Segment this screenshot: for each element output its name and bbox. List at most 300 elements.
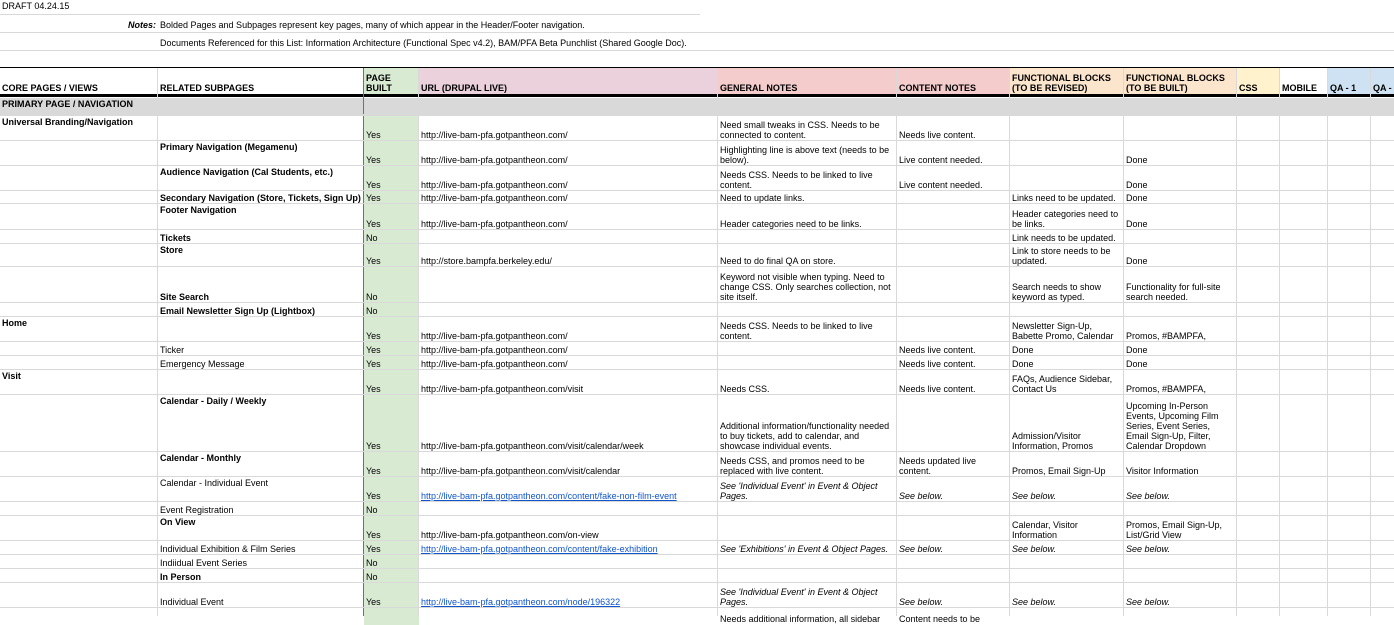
cell-qa1[interactable] bbox=[1328, 166, 1371, 191]
cell-qa2[interactable] bbox=[1371, 452, 1394, 477]
cell-qa1[interactable] bbox=[1328, 569, 1371, 583]
general-text: Need small tweaks in CSS. Needs to be connected to content. bbox=[720, 120, 880, 140]
cell-core bbox=[0, 569, 158, 583]
header-mobile[interactable]: MOBILE bbox=[1280, 68, 1328, 94]
cell-built bbox=[364, 608, 419, 625]
sub-text: Emergency Message bbox=[160, 359, 245, 369]
cell-css[interactable] bbox=[1237, 452, 1280, 477]
cell-css[interactable] bbox=[1237, 370, 1280, 395]
cell-general bbox=[718, 303, 897, 317]
cell-mobile[interactable] bbox=[1280, 569, 1328, 583]
cell-css[interactable] bbox=[1237, 477, 1280, 502]
cell-core bbox=[0, 244, 158, 267]
cell-general bbox=[718, 477, 897, 502]
cell-mobile[interactable] bbox=[1280, 303, 1328, 317]
built-text: Yes bbox=[366, 193, 381, 203]
cell-core bbox=[0, 204, 158, 230]
grid-line-horizontal bbox=[0, 32, 1394, 33]
sub-text: Calendar - Daily / Weekly bbox=[160, 396, 267, 406]
cell-qa1[interactable] bbox=[1328, 583, 1371, 608]
cell-revised bbox=[1010, 356, 1124, 370]
cell-css[interactable] bbox=[1237, 204, 1280, 230]
tobuilt-text: Done bbox=[1126, 256, 1148, 266]
grid-line-horizontal bbox=[0, 302, 1394, 303]
cell-sub bbox=[158, 244, 364, 267]
cell-tobuilt bbox=[1124, 583, 1237, 608]
cell-url[interactable] bbox=[419, 516, 718, 541]
cell-css[interactable] bbox=[1237, 141, 1280, 166]
cell-qa2[interactable] bbox=[1371, 230, 1394, 244]
built-text: Yes bbox=[366, 219, 381, 229]
cell-general bbox=[718, 370, 897, 395]
cell-qa2[interactable] bbox=[1371, 166, 1394, 191]
url-text[interactable]: http://live-bam-pfa.gotpantheon.com/content/fake-non-film-event bbox=[421, 491, 677, 501]
header-url[interactable]: URL (DRUPAL LIVE) bbox=[419, 68, 718, 94]
sub-text: Audience Navigation (Cal Students, etc.) bbox=[160, 167, 334, 177]
cell-qa2[interactable] bbox=[1371, 555, 1394, 569]
grid-line-horizontal bbox=[0, 501, 1394, 502]
cell-built bbox=[364, 516, 419, 541]
general-text: Highlighting line is above text (needs to be below). bbox=[720, 145, 890, 165]
grid-line-horizontal bbox=[0, 582, 1394, 583]
grid-line-horizontal bbox=[0, 554, 1394, 555]
revised-text: Link needs to be updated. bbox=[1012, 233, 1116, 243]
grid-line-horizontal bbox=[0, 451, 1394, 452]
cell-mobile[interactable] bbox=[1280, 230, 1328, 244]
content-text: Live content needed. bbox=[899, 155, 983, 165]
cell-revised bbox=[1010, 477, 1124, 502]
cell-url bbox=[419, 267, 718, 303]
cell-mobile[interactable] bbox=[1280, 370, 1328, 395]
cell-url[interactable] bbox=[419, 317, 718, 342]
notes-line-2: Documents Referenced for this List: Information Architecture (Functional Spec v4.2), BAM/PFA Beta Punchlist (Shared Google Doc). bbox=[160, 38, 687, 48]
cell-core bbox=[0, 303, 158, 317]
cell-qa2[interactable] bbox=[1371, 395, 1394, 452]
grid-line-horizontal bbox=[0, 140, 1394, 141]
url-text: http://live-bam-pfa.gotpantheon.com/ bbox=[421, 331, 568, 341]
section-row bbox=[0, 98, 1394, 114]
cell-css[interactable] bbox=[1237, 303, 1280, 317]
cell-mobile[interactable] bbox=[1280, 502, 1328, 516]
cell-qa2[interactable] bbox=[1371, 116, 1394, 141]
tobuilt-text: Done bbox=[1126, 155, 1148, 165]
cell-general bbox=[718, 342, 897, 356]
url-text: http://live-bam-pfa.gotpantheon.com/ bbox=[421, 155, 568, 165]
cell-css[interactable] bbox=[1237, 356, 1280, 370]
revised-text: See below. bbox=[1012, 544, 1057, 554]
general-text: Need to do final QA on store. bbox=[720, 256, 836, 266]
sub-text: Event Registration bbox=[160, 505, 234, 515]
built-text: Yes bbox=[366, 466, 381, 476]
cell-general bbox=[718, 141, 897, 166]
cell-revised bbox=[1010, 555, 1124, 569]
cell-url bbox=[419, 230, 718, 244]
cell-url[interactable] bbox=[419, 370, 718, 395]
cell-tobuilt bbox=[1124, 395, 1237, 452]
general-text: Needs CSS. bbox=[720, 384, 770, 394]
content-text: See below. bbox=[899, 544, 944, 554]
cell-general bbox=[718, 244, 897, 267]
cell-mobile[interactable] bbox=[1280, 541, 1328, 555]
tobuilt-text: See below. bbox=[1126, 544, 1171, 554]
cell-css[interactable] bbox=[1237, 317, 1280, 342]
cell-url[interactable] bbox=[419, 583, 718, 608]
cell-css[interactable] bbox=[1237, 267, 1280, 303]
grid-line-horizontal bbox=[0, 115, 1394, 116]
sub-text: Tickets bbox=[160, 233, 191, 243]
content-text: Needs live content. bbox=[899, 345, 976, 355]
grid-line-vertical bbox=[1236, 68, 1237, 616]
cell-sub bbox=[158, 141, 364, 166]
cell-qa2[interactable] bbox=[1371, 477, 1394, 502]
built-text: Yes bbox=[366, 130, 381, 140]
header-qa1[interactable]: QA - 1 bbox=[1328, 68, 1371, 94]
cell-css[interactable] bbox=[1237, 116, 1280, 141]
cell-qa1[interactable] bbox=[1328, 541, 1371, 555]
cell-built bbox=[364, 141, 419, 166]
cell-general bbox=[718, 569, 897, 583]
cell-revised bbox=[1010, 502, 1124, 516]
cell-url[interactable] bbox=[419, 395, 718, 452]
cell-qa2[interactable] bbox=[1371, 608, 1394, 625]
tobuilt-text: Done bbox=[1126, 345, 1148, 355]
cell-qa2[interactable] bbox=[1371, 370, 1394, 395]
general-text: Needs CSS. Needs to be linked to live content. bbox=[720, 321, 873, 341]
cell-revised bbox=[1010, 244, 1124, 267]
cell-revised bbox=[1010, 317, 1124, 342]
cell-general bbox=[718, 166, 897, 191]
tobuilt-text: See below. bbox=[1126, 491, 1171, 501]
cell-revised bbox=[1010, 141, 1124, 166]
cell-revised bbox=[1010, 541, 1124, 555]
cell-css[interactable] bbox=[1237, 342, 1280, 356]
core-text: Universal Branding/Navigation bbox=[2, 117, 134, 127]
cell-general bbox=[718, 608, 897, 625]
sub-text: Indiidual Event Series bbox=[160, 558, 248, 568]
cell-built bbox=[364, 244, 419, 267]
general-text: See 'Exhibitions' in Event & Object Pages. bbox=[720, 544, 889, 554]
cell-mobile[interactable] bbox=[1280, 356, 1328, 370]
cell-tobuilt bbox=[1124, 502, 1237, 516]
cell-content bbox=[897, 477, 1010, 502]
grid-line-horizontal bbox=[0, 229, 1394, 230]
cell-url[interactable] bbox=[419, 166, 718, 191]
header-tobuilt[interactable]: FUNCTIONAL BLOCKS (TO BE BUILT) bbox=[1124, 68, 1237, 94]
cell-mobile[interactable] bbox=[1280, 166, 1328, 191]
cell-revised bbox=[1010, 267, 1124, 303]
cell-qa1[interactable] bbox=[1328, 141, 1371, 166]
built-text: Yes bbox=[366, 331, 381, 341]
cell-tobuilt bbox=[1124, 555, 1237, 569]
cell-url[interactable] bbox=[419, 477, 718, 502]
cell-qa1[interactable] bbox=[1328, 555, 1371, 569]
cell-css[interactable] bbox=[1237, 502, 1280, 516]
cell-sub bbox=[158, 230, 364, 244]
revised-text: Promos, Email Sign-Up bbox=[1012, 466, 1106, 476]
cell-revised bbox=[1010, 370, 1124, 395]
cell-content bbox=[897, 317, 1010, 342]
cell-url[interactable] bbox=[419, 342, 718, 356]
cell-qa2[interactable] bbox=[1371, 516, 1394, 541]
grid-line-horizontal bbox=[0, 355, 1394, 356]
header-general[interactable]: GENERAL NOTES bbox=[718, 68, 897, 94]
cell-built bbox=[364, 166, 419, 191]
cell-url[interactable] bbox=[419, 141, 718, 166]
header-css[interactable]: CSS bbox=[1237, 68, 1280, 94]
cell-css[interactable] bbox=[1237, 569, 1280, 583]
cell-qa2[interactable] bbox=[1371, 502, 1394, 516]
grid-line-vertical bbox=[717, 68, 718, 616]
cell-core bbox=[0, 141, 158, 166]
core-text: Visit bbox=[2, 371, 21, 381]
cell-css[interactable] bbox=[1237, 230, 1280, 244]
general-text: Header categories need to be links. bbox=[720, 219, 862, 229]
cell-css[interactable] bbox=[1237, 583, 1280, 608]
built-text: No bbox=[366, 558, 378, 568]
cell-url[interactable] bbox=[419, 116, 718, 141]
grid-line-horizontal bbox=[0, 50, 1394, 51]
cell-content bbox=[897, 303, 1010, 317]
url-text: http://live-bam-pfa.gotpantheon.com/visit/calendar bbox=[421, 466, 621, 476]
content-text: See below. bbox=[899, 491, 944, 501]
cell-built bbox=[364, 317, 419, 342]
cell-qa1[interactable] bbox=[1328, 356, 1371, 370]
cell-sub bbox=[158, 608, 364, 625]
cell-mobile[interactable] bbox=[1280, 477, 1328, 502]
tobuilt-text: Visitor Information bbox=[1126, 466, 1199, 476]
cell-core bbox=[0, 166, 158, 191]
cell-general bbox=[718, 356, 897, 370]
sub-text: Individual Event bbox=[160, 597, 224, 607]
cell-general bbox=[718, 516, 897, 541]
cell-css[interactable] bbox=[1237, 395, 1280, 452]
grid-line-horizontal bbox=[0, 394, 1394, 395]
cell-general bbox=[718, 230, 897, 244]
cell-tobuilt bbox=[1124, 477, 1237, 502]
cell-tobuilt bbox=[1124, 516, 1237, 541]
cell-url[interactable] bbox=[419, 452, 718, 477]
cell-qa1[interactable] bbox=[1328, 395, 1371, 452]
cell-mobile[interactable] bbox=[1280, 516, 1328, 541]
cell-tobuilt bbox=[1124, 569, 1237, 583]
cell-content bbox=[897, 608, 1010, 625]
cell-sub bbox=[158, 204, 364, 230]
built-text: Yes bbox=[366, 441, 381, 451]
cell-css[interactable] bbox=[1237, 555, 1280, 569]
cell-revised bbox=[1010, 569, 1124, 583]
cell-tobuilt bbox=[1124, 116, 1237, 141]
cell-mobile[interactable] bbox=[1280, 141, 1328, 166]
cell-core bbox=[0, 116, 158, 141]
cell-sub bbox=[158, 477, 364, 502]
header-built[interactable]: PAGE BUILT bbox=[364, 68, 419, 94]
cell-css[interactable] bbox=[1237, 244, 1280, 267]
cell-qa1[interactable] bbox=[1328, 608, 1371, 625]
cell-core bbox=[0, 583, 158, 608]
cell-content bbox=[897, 395, 1010, 452]
cell-qa2[interactable] bbox=[1371, 541, 1394, 555]
content-text: Needs updated live content. bbox=[899, 456, 977, 476]
cell-qa2[interactable] bbox=[1371, 303, 1394, 317]
cell-mobile[interactable] bbox=[1280, 608, 1328, 625]
header-content[interactable]: CONTENT NOTES bbox=[897, 68, 1010, 94]
cell-tobuilt bbox=[1124, 342, 1237, 356]
section-title: PRIMARY PAGE / NAVIGATION bbox=[2, 99, 134, 109]
cell-mobile[interactable] bbox=[1280, 317, 1328, 342]
cell-mobile[interactable] bbox=[1280, 342, 1328, 356]
grid-line-horizontal bbox=[0, 14, 700, 15]
revised-text: Search needs to show keyword as typed. bbox=[1012, 282, 1102, 302]
cell-mobile[interactable] bbox=[1280, 244, 1328, 267]
cell-url bbox=[419, 502, 718, 516]
cell-tobuilt bbox=[1124, 267, 1237, 303]
cell-core bbox=[0, 356, 158, 370]
cell-mobile[interactable] bbox=[1280, 395, 1328, 452]
grid-line-horizontal bbox=[0, 266, 1394, 267]
cell-revised bbox=[1010, 303, 1124, 317]
tobuilt-text: See below. bbox=[1126, 597, 1171, 607]
cell-qa2[interactable] bbox=[1371, 244, 1394, 267]
tobuilt-text: Promos, #BAMPFA, bbox=[1126, 331, 1207, 341]
cell-qa1[interactable] bbox=[1328, 303, 1371, 317]
cell-tobuilt bbox=[1124, 244, 1237, 267]
cell-content bbox=[897, 230, 1010, 244]
cell-tobuilt bbox=[1124, 356, 1237, 370]
cell-qa1[interactable] bbox=[1328, 477, 1371, 502]
cell-qa1[interactable] bbox=[1328, 204, 1371, 230]
cell-url[interactable] bbox=[419, 541, 718, 555]
cell-content bbox=[897, 356, 1010, 370]
tobuilt-text: Upcoming In-Person Events, Upcoming Film Series, Event Series, Email Sign-Up, Filter, Calendar Dropdown bbox=[1126, 401, 1219, 451]
cell-mobile[interactable] bbox=[1280, 116, 1328, 141]
url-text: http://live-bam-pfa.gotpantheon.com/visit/calendar/week bbox=[421, 441, 644, 451]
cell-qa2[interactable] bbox=[1371, 356, 1394, 370]
url-text[interactable]: http://live-bam-pfa.gotpantheon.com/content/fake-exhibition bbox=[421, 544, 658, 554]
cell-mobile[interactable] bbox=[1280, 204, 1328, 230]
cell-general bbox=[718, 267, 897, 303]
grid-line-vertical bbox=[1370, 68, 1371, 616]
header-core[interactable]: CORE PAGES / VIEWS bbox=[2, 83, 98, 93]
cell-core bbox=[0, 452, 158, 477]
general-text: Additional information/functionality needed to buy tickets, add to calendar, and showcase individual events. bbox=[720, 421, 890, 451]
cell-mobile[interactable] bbox=[1280, 267, 1328, 303]
header-sub[interactable]: RELATED SUBPAGES bbox=[160, 83, 255, 93]
cell-general bbox=[718, 317, 897, 342]
grid-line-horizontal bbox=[0, 243, 1394, 244]
cell-qa1[interactable] bbox=[1328, 267, 1371, 303]
cell-css[interactable] bbox=[1237, 166, 1280, 191]
revised-text: FAQs, Audience Sidebar, Contact Us bbox=[1012, 374, 1113, 394]
cell-qa2[interactable] bbox=[1371, 317, 1394, 342]
cell-qa1[interactable] bbox=[1328, 452, 1371, 477]
cell-qa2[interactable] bbox=[1371, 569, 1394, 583]
cell-mobile[interactable] bbox=[1280, 583, 1328, 608]
url-text: http://live-bam-pfa.gotpantheon.com/ bbox=[421, 359, 568, 369]
cell-general bbox=[718, 116, 897, 141]
cell-css[interactable] bbox=[1237, 608, 1280, 625]
cell-revised bbox=[1010, 452, 1124, 477]
cell-qa1[interactable] bbox=[1328, 317, 1371, 342]
url-text[interactable]: http://live-bam-pfa.gotpantheon.com/node/196322 bbox=[421, 597, 621, 607]
grid-line-horizontal bbox=[0, 114, 1394, 115]
sub-text: Email Newsletter Sign Up (Lightbox) bbox=[160, 306, 316, 316]
cell-content bbox=[897, 141, 1010, 166]
url-text: http://live-bam-pfa.gotpantheon.com/ bbox=[421, 219, 568, 229]
cell-qa2[interactable] bbox=[1371, 141, 1394, 166]
cell-built bbox=[364, 395, 419, 452]
notes-line-1: Bolded Pages and Subpages represent key pages, many of which appear in the Header/Footer navigation. bbox=[160, 20, 585, 30]
grid-line-vertical bbox=[363, 68, 364, 616]
general-text: Needs additional information, all sidebar bbox=[720, 614, 881, 624]
url-text: http://live-bam-pfa.gotpantheon.com/ bbox=[421, 193, 568, 203]
cell-tobuilt bbox=[1124, 541, 1237, 555]
cell-tobuilt bbox=[1124, 317, 1237, 342]
cell-qa1[interactable] bbox=[1328, 342, 1371, 356]
cell-css[interactable] bbox=[1237, 516, 1280, 541]
cell-revised bbox=[1010, 516, 1124, 541]
built-text: Yes bbox=[366, 359, 381, 369]
cell-sub bbox=[158, 116, 364, 141]
cell-content bbox=[897, 370, 1010, 395]
revised-text: Calendar, Visitor Information bbox=[1012, 520, 1078, 540]
cell-built bbox=[364, 502, 419, 516]
cell-built bbox=[364, 583, 419, 608]
core-text: Home bbox=[2, 318, 28, 328]
built-text: Yes bbox=[366, 491, 381, 501]
cell-qa2[interactable] bbox=[1371, 583, 1394, 608]
cell-built bbox=[364, 370, 419, 395]
cell-content bbox=[897, 555, 1010, 569]
cell-qa2[interactable] bbox=[1371, 204, 1394, 230]
cell-built bbox=[364, 541, 419, 555]
grid-line-horizontal bbox=[0, 190, 1394, 191]
sub-text: Calendar - Individual Event bbox=[160, 478, 269, 488]
cell-url[interactable] bbox=[419, 244, 718, 267]
cell-general bbox=[718, 583, 897, 608]
cell-mobile[interactable] bbox=[1280, 452, 1328, 477]
cell-mobile[interactable] bbox=[1280, 555, 1328, 569]
cell-revised bbox=[1010, 608, 1124, 625]
cell-tobuilt bbox=[1124, 204, 1237, 230]
url-text: http://live-bam-pfa.gotpantheon.com/on-view bbox=[421, 530, 599, 540]
revised-text: Header categories need to be links. bbox=[1012, 209, 1119, 229]
grid-line-horizontal bbox=[0, 203, 1394, 204]
cell-qa1[interactable] bbox=[1328, 370, 1371, 395]
cell-qa1[interactable] bbox=[1328, 244, 1371, 267]
cell-css[interactable] bbox=[1237, 541, 1280, 555]
header-qa2[interactable]: QA - bbox=[1371, 68, 1394, 94]
cell-url[interactable] bbox=[419, 204, 718, 230]
header-revised[interactable]: FUNCTIONAL BLOCKS (TO BE REVISED) bbox=[1010, 68, 1124, 94]
cell-qa1[interactable] bbox=[1328, 516, 1371, 541]
grid-line-horizontal bbox=[0, 607, 1394, 608]
cell-general bbox=[718, 541, 897, 555]
cell-qa1[interactable] bbox=[1328, 230, 1371, 244]
notes-label: Notes: bbox=[127, 20, 156, 30]
content-text: See below. bbox=[899, 597, 944, 607]
draft-label: DRAFT 04.24.15 bbox=[2, 1, 70, 11]
cell-sub bbox=[158, 267, 364, 303]
cell-qa2[interactable] bbox=[1371, 342, 1394, 356]
cell-qa1[interactable] bbox=[1328, 502, 1371, 516]
cell-core bbox=[0, 267, 158, 303]
cell-url[interactable] bbox=[419, 356, 718, 370]
cell-qa2[interactable] bbox=[1371, 267, 1394, 303]
built-text: No bbox=[366, 292, 378, 302]
cell-revised bbox=[1010, 342, 1124, 356]
cell-qa1[interactable] bbox=[1328, 116, 1371, 141]
cell-built bbox=[364, 452, 419, 477]
